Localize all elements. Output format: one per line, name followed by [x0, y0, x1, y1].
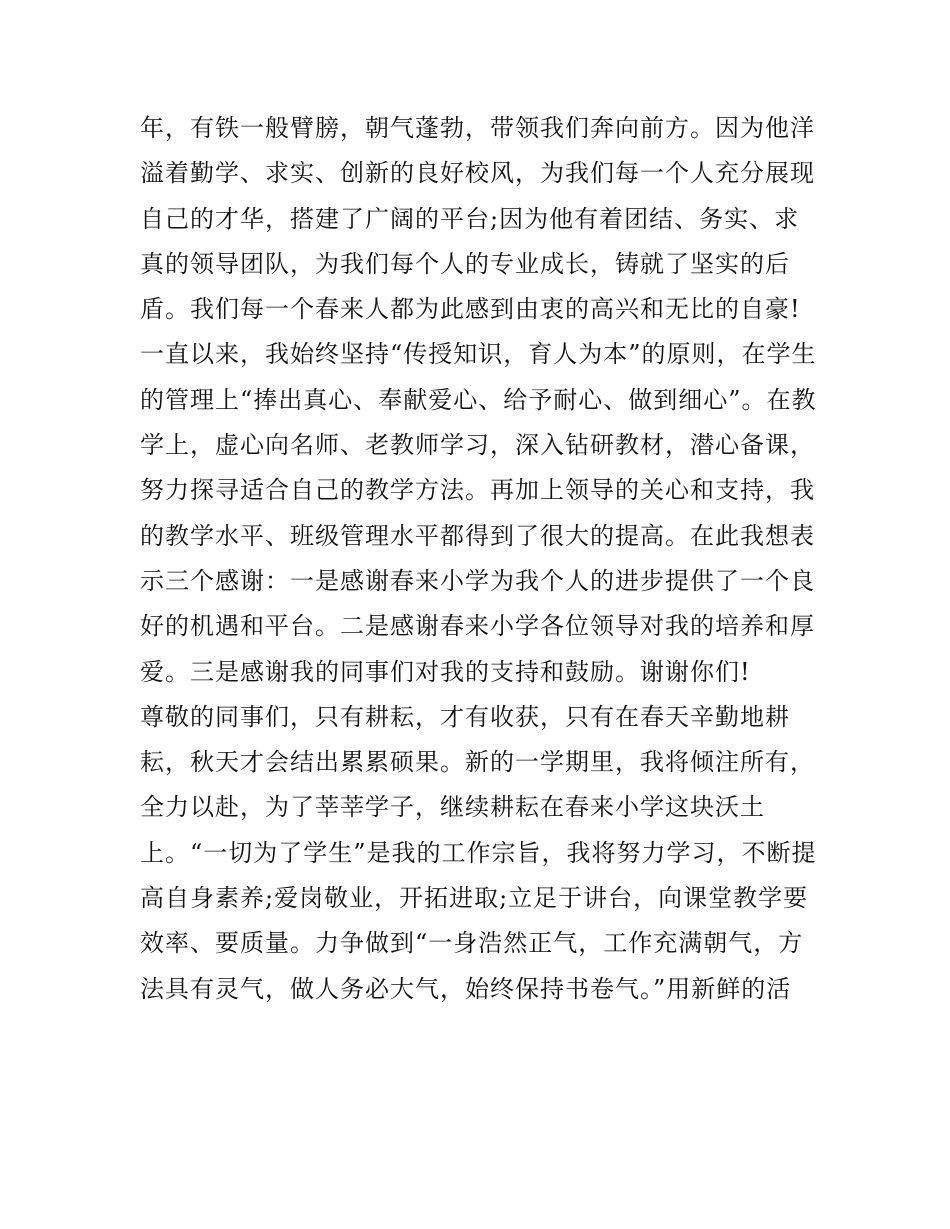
text-line: 法具有灵气，做人务必大气，始终保持书卷气。”用新鲜的活: [140, 974, 792, 1003]
text-line: 好的机遇和平台。二是感谢春来小学各位领导对我的培养和厚: [140, 612, 815, 641]
text-line: 全力以赴，为了莘莘学子，继续耕耘在春来小学这块沃土: [140, 793, 765, 822]
text-line: 效率、要质量。力争做到“一身浩然正气，工作充满朝气，方: [140, 929, 804, 958]
text-line: 的管理上“捧出真心、奉献爱心、给予耐心、做到细心”。在教: [140, 385, 817, 414]
text-line: 高自身素养;爱岗敬业，开拓进取;立足于讲台，向课堂教学要: [140, 884, 809, 913]
text-line: 上。“一切为了学生”是我的工作宗旨，我将努力学习，不断提: [140, 838, 817, 867]
text-line: 一直以来，我始终坚持“传授知识，育人为本”的原则，在学生: [140, 340, 817, 369]
text-line: 爱。三是感谢我的同事们对我的支持和鼓励。谢谢你们!: [140, 657, 751, 686]
body-text: [140, 106, 830, 1012]
text-line: 年，有铁一般臂膀，朝气蓬勃，带领我们奔向前方。因为他洋: [140, 114, 815, 142]
text-line: 盾。我们每一个春来人都为此感到由衷的高兴和无比的自豪!: [140, 295, 801, 324]
text-line: 耘，秋天才会结出累累硕果。新的一学期里，我将倾注所有，: [140, 748, 815, 777]
text-line: 努力探寻适合自己的教学方法。再加上领导的关心和支持，我: [140, 476, 815, 505]
text-line: 自己的才华，搭建了广阔的平台;因为他有着团结、务实、求: [140, 204, 800, 233]
text-line: 真的领导团队，为我们每个人的专业成长，铸就了坚实的后: [140, 249, 790, 278]
text-line: 学上，虚心向名师、老教师学习，深入钻研教材，潜心备课，: [140, 431, 815, 460]
text-line: 的教学水平、班级管理水平都得到了很大的提高。在此我想表: [140, 521, 815, 550]
text-line: 尊敬的同事们，只有耕耘，才有收获，只有在春天辛勤地耕: [140, 702, 790, 731]
text-line: 溢着勤学、求实、创新的良好校风，为我们每一个人充分展现: [140, 159, 815, 188]
text-line: 示三个感谢：一是感谢春来小学为我个人的进步提供了一个良: [140, 566, 815, 595]
